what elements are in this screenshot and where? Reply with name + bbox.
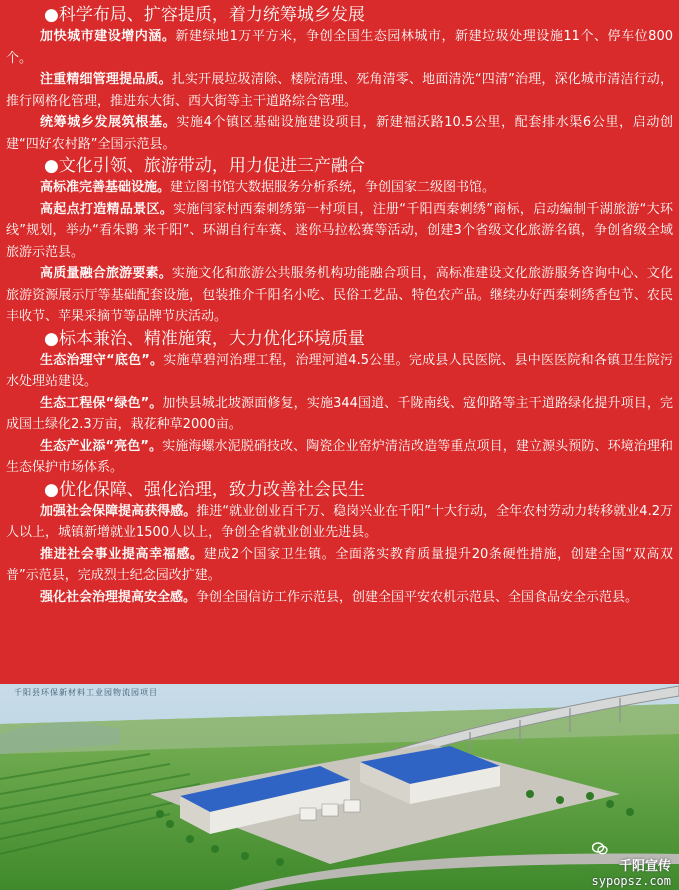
- paragraph-lead: 推进社会事业提高幸福感。: [40, 546, 204, 562]
- section-paragraph: [6, 177, 673, 199]
- section-paragraph: [6, 199, 673, 264]
- paragraph-body: 争创全国信访工作示范县，创建全国平安农机示范县、全国食品安全示范县。: [196, 589, 639, 605]
- paragraph-lead: 高标准完善基础设施。: [40, 180, 171, 195]
- photo-caption: 千阳县环保新材料工业园物流园项目: [14, 688, 158, 697]
- paragraph-lead: 加快城市建设增内涵。: [40, 29, 176, 44]
- watermark-site: sypopsz.com: [591, 874, 671, 888]
- paragraph-lead: 强化社会治理提高安全感。: [40, 589, 197, 605]
- section-paragraph: [6, 112, 673, 155]
- paragraph-lead: 加强社会保障提高获得感。: [40, 503, 197, 519]
- paragraph-lead: 生态产业添“亮色”。: [40, 438, 163, 454]
- paragraph-lead: 高起点打造精品景区。: [40, 201, 174, 217]
- paragraph-lead: 生态治理守“底色”。: [40, 352, 164, 368]
- paragraph-body: 实施4个镇区基础设施建设项目，新建福沃路10.5公里，配套排水渠6公里，启动创建“四好农村路”全国示范县。: [6, 115, 673, 152]
- section-paragraph: [6, 393, 673, 436]
- section-paragraph: [6, 587, 673, 609]
- section-paragraph: [6, 263, 673, 328]
- watermark: [592, 842, 671, 888]
- section-paragraph: [6, 501, 673, 544]
- section-heading: ●文化引领、旅游带动，用力促进三产融合: [44, 156, 365, 176]
- section-paragraph: [6, 350, 673, 393]
- industrial-park-rendering: [0, 684, 679, 890]
- aerial-view-illustration: [0, 684, 679, 890]
- watermark-account-name: 千阳宣传: [618, 859, 671, 874]
- paragraph-lead: 生态工程保“绿色”。: [40, 395, 163, 411]
- paragraph-body: 加快县城北坡源面修复，实施344国道、千陇南线、寇仰路等主干道路绿化提升项目，完成国土绿化2.3万亩，栽花种草2000亩。: [6, 395, 673, 432]
- section-paragraph: [6, 69, 673, 112]
- paragraph-lead: 注重精细管理提品质。: [40, 72, 172, 87]
- paragraph-body: 建立图书馆大数据服务分析系统，争创国家二级图书馆。: [170, 180, 496, 195]
- paragraph-body: 实施海螺水泥脱硝技改、陶瓷企业窑炉清洁改造等重点项目，建立源头预防、环境治理和生态保护市场体系。: [6, 438, 673, 475]
- section-paragraph: [6, 544, 673, 587]
- section-paragraph: [6, 436, 673, 479]
- wechat-icon: [592, 842, 608, 855]
- paragraph-lead: 统筹城乡发展筑根基。: [40, 115, 177, 130]
- section-heading: ●标本兼治、精准施策，大力优化环境质量: [44, 328, 365, 349]
- paragraph-body: 实施闫家村西秦刺绣第一村项目，注册“千阳西秦刺绣”商标，启动编制千湖旅游“大环线”规划，举办“看朱鹮 来千阳”、环湖自行车赛、迷你马拉松赛等活动，创建3个省级文化旅游名镇，争创省级全域旅游示范县。: [6, 201, 673, 260]
- paragraph-body: 实施草碧河治理工程，治理河道4.5公里。完成县人民医院、县中医医院和各镇卫生院污水处理站建设。: [6, 352, 673, 389]
- paragraph-body: 新建绿地1万平方米，争创全国生态园林城市，新建垃圾处理设施11个、停车位800个。: [6, 29, 673, 66]
- paragraph-body: 实施文化和旅游公共服务机构功能融合项目，高标准建设文化旅游服务咨询中心、文化旅游资源展示厅等基础配套设施，包装推介千阳名小吃、民俗工艺品、特色农产品。继续办好西秦刺绣香包节、农民丰收节、苹果采摘节等品牌节庆活动。: [6, 266, 673, 324]
- paragraph-lead: 高质量融合旅游要素。: [40, 266, 172, 281]
- section-paragraph: [6, 26, 673, 69]
- paragraph-body: 推进“就业创业百千万、稳岗兴业在千阳”十大行动，全年农村劳动力转移就业4.2万人以上，城镇新增就业1500人以上，争创全省就业创业先进县。: [6, 503, 673, 540]
- watermark-account: [592, 842, 671, 874]
- section-heading: ●科学布局、扩容提质，着力统筹城乡发展: [44, 5, 365, 25]
- paragraph-body: 建成2个国家卫生镇。全面落实教育质量提升20条硬性措施，创建全国“双高双普”示范县，完成烈士纪念园改扩建。: [6, 546, 673, 583]
- paragraph-body: 扎实开展垃圾清除、楼院清理、死角清零、地面清洗“四清”治理，深化城市清洁行动，推行网格化管理，推进东大街、西大街等主干道路综合管理。: [6, 72, 673, 109]
- section-heading: ●优化保障、强化治理，致力改善社会民生: [44, 479, 365, 500]
